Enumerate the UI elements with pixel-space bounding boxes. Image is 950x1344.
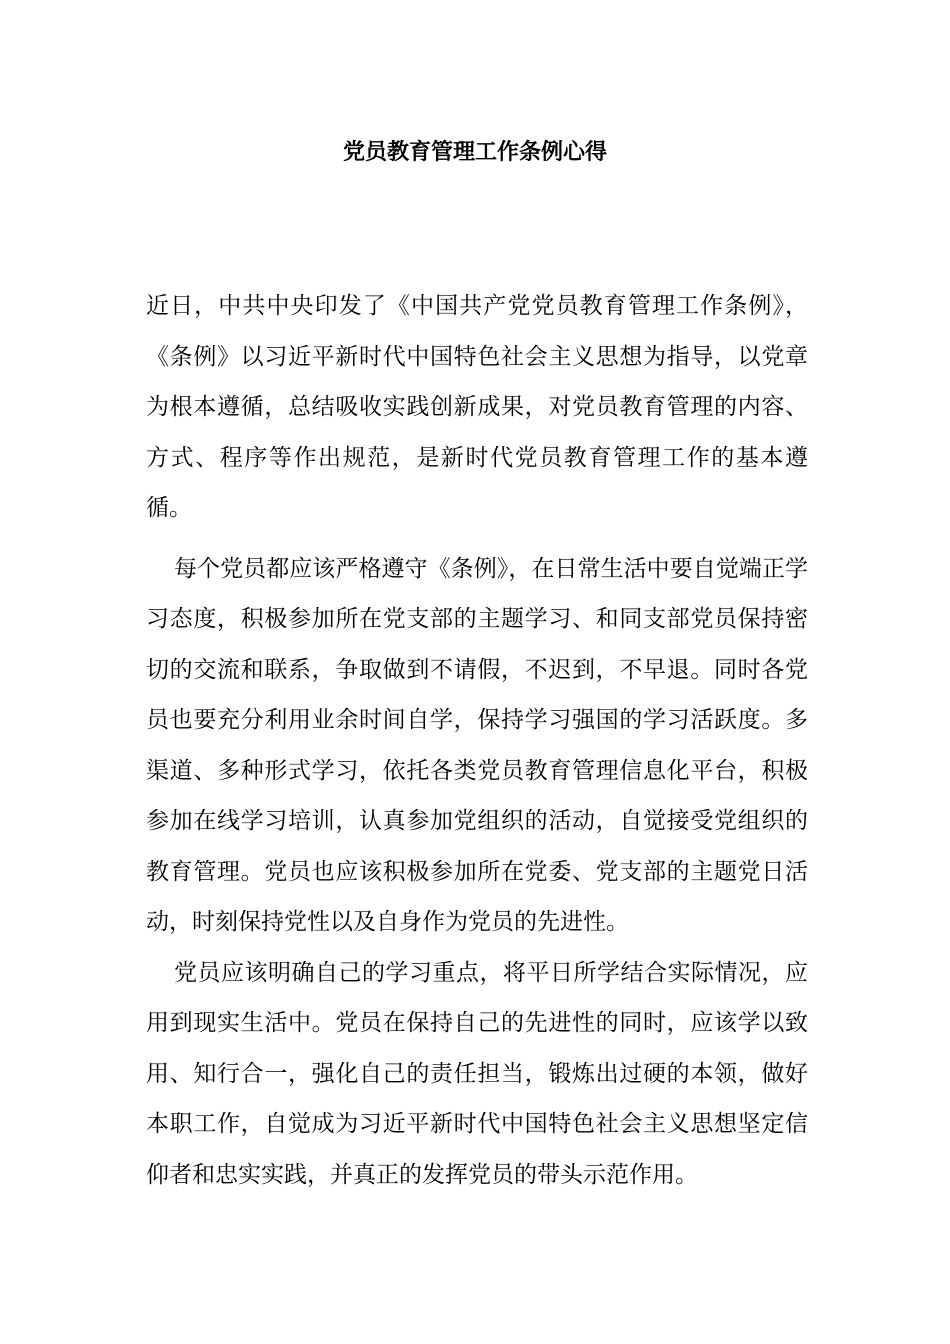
document-body [146,281,808,1200]
paragraph-3: 党员应该明确自己的学习重点，将平日所学结合实际情况，应用到现实生活中。党员在保持自己的先进性的同时，应该学以致用、知行合一，强化自己的责任担当，锻炼出过硬的本领，做好本职工作，自觉成为习近平新时代中国特色社会主义思想坚定信仰者和忠实实践，并真正的发挥党员的带头示范作用。 [146,959,808,1188]
document-title: 党员教育管理工作条例心得 [342,139,607,165]
paragraph-1: 近日，中共中央印发了《中国共产党党员教育管理工作条例》，《条例》以习近平新时代中国特色社会主义思想为指导，以党章为根本遵循，总结吸收实践创新成果，对党员教育管理的内容、方式、程序等作出规范，是新时代党员教育管理工作的基本遵循。 [146,293,808,521]
paragraph-2: 每个党员都应该严格遵守《条例》，在日常生活中要自觉端正学习态度，积极参加所在党支部的主题学习、和同支部党员保持密切的交流和联系，争取做到不请假，不迟到，不早退。同时各党员也要充分利用业余时间自学，保持学习强国的学习活跃度。多渠道、多种形式学习，依托各类党员教育管理信息化平台，积极参加在线学习培训，认真参加党组织的活动，自觉接受党组织的教育管理。党员也应该积极参加所在党委、党支部的主题党日活动，时刻保持党性以及自身作为党员的先进性。 [146,555,808,935]
